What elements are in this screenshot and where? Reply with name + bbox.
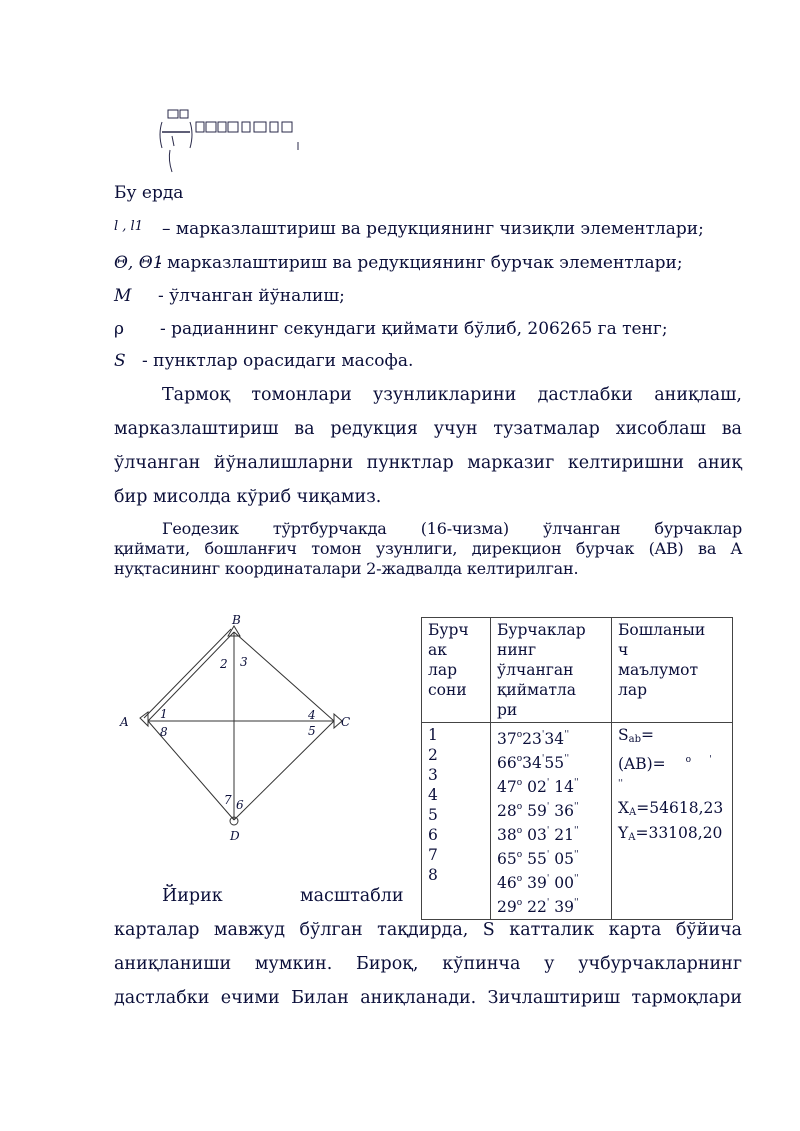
label-c: C bbox=[341, 715, 351, 729]
row-number: 2 bbox=[428, 746, 438, 764]
side-ab-double bbox=[144, 629, 231, 718]
definition-text-1: – марказлаштириш ва редукциянинг чизиқли элементлари; bbox=[162, 219, 704, 239]
initial-data-cell bbox=[612, 723, 733, 920]
label-b: B bbox=[232, 613, 241, 627]
sab-line: $S_{ab}=$ bbox=[618, 726, 654, 745]
header-initial-data: Бошланыи ч маълумот лар bbox=[612, 618, 733, 723]
definition-line-1 bbox=[114, 219, 704, 239]
row-number: 1 bbox=[428, 726, 438, 744]
angle-5: 5 bbox=[308, 724, 316, 738]
header-angle-count: Бурч ак лар сони bbox=[422, 618, 491, 723]
angle-values-cell bbox=[491, 723, 612, 920]
angle-2: 2 bbox=[220, 657, 228, 671]
angle-value: 47$^o$ 02' 14'' bbox=[497, 778, 579, 796]
label-d: D bbox=[230, 829, 240, 843]
angle-value: 28$^o$ 59' 36'' bbox=[497, 802, 579, 820]
row-number: 6 bbox=[428, 826, 438, 844]
angle-value: 65$^o$ 55' 05'' bbox=[497, 850, 579, 868]
definition-line-3 bbox=[114, 286, 345, 306]
paragraph2-line-2: қиймати, бошланғич томон узунлиги, дирекцион бурчак (AB) ва A bbox=[114, 539, 742, 558]
label-a: A bbox=[120, 715, 129, 729]
ab-seconds-line: '' bbox=[618, 779, 623, 789]
ya-line: $Y_A=33108,20$ bbox=[618, 824, 723, 843]
symbol-m: M bbox=[114, 286, 132, 306]
symbol-s: S bbox=[114, 351, 126, 371]
marker-a bbox=[140, 712, 148, 726]
paragraph3-line-4: дастлабки ечими Билан аниқланади. Зичлаштириш тармоқлари bbox=[114, 988, 742, 1008]
angle-value: 29$^o$ 22' 39'' bbox=[497, 898, 579, 916]
row-number: 5 bbox=[428, 806, 438, 824]
symbol-rho: ρ bbox=[114, 319, 124, 339]
formula-image bbox=[150, 100, 300, 180]
angle-4: 4 bbox=[308, 708, 316, 722]
definition-text-4: - радианнинг секундаги қиймати бўлиб, 206265 га тенг; bbox=[160, 319, 668, 339]
definition-line-4 bbox=[114, 319, 668, 339]
paragraph3-line-3: аниқланиши мумкин. Бироқ, кўпинча у учбурчакларнинг bbox=[114, 954, 742, 974]
angle-6: 6 bbox=[236, 798, 244, 812]
symbol-l: l , l1 bbox=[114, 219, 143, 234]
symbol-theta: Θ, Θ1 bbox=[114, 253, 164, 273]
definition-line-5 bbox=[114, 351, 413, 371]
angle-value: 38$^o$ 03' 21'' bbox=[497, 826, 579, 844]
quadrilateral-diagram bbox=[112, 608, 362, 848]
paragraph2-line-3: нуқтасининг координаталари 2-жадвалда келтирилган. bbox=[114, 559, 579, 578]
row-number: 3 bbox=[428, 766, 438, 784]
definition-text-2: - марказлаштириш ва редукциянинг бурчак элементлари; bbox=[156, 253, 683, 273]
table-body-row bbox=[422, 723, 733, 920]
angle-1: 1 bbox=[160, 707, 168, 721]
angle-value: 66$^o$34'55'' bbox=[497, 754, 570, 772]
angle-8: 8 bbox=[160, 725, 168, 739]
definition-line-2 bbox=[114, 253, 683, 273]
ab-line: (AB)= $^o$ ' bbox=[618, 755, 712, 773]
paragraph1-line-1: Тармоқ томонлари узунликларини дастлабки аниқлаш, bbox=[162, 385, 742, 405]
paragraph2-line-1: Геодезик тўртбурчакда (16-чизма) ўлчанган бурчаклар bbox=[162, 519, 742, 538]
row-number: 7 bbox=[428, 846, 438, 864]
table-header-row bbox=[422, 618, 733, 723]
xa-line: $X_A=54618,23$ bbox=[618, 799, 724, 818]
angle-3: 3 bbox=[240, 655, 248, 669]
angle-value: 46$^o$ 39' 00'' bbox=[497, 874, 579, 892]
angles-table bbox=[421, 617, 733, 920]
header-measured-values: Бурчаклар нинг ўлчанган қийматла ри bbox=[491, 618, 612, 723]
definition-text-5: - пунктлар орасидаги масофа. bbox=[142, 351, 414, 371]
angle-7: 7 bbox=[224, 793, 232, 807]
angle-numbers-cell bbox=[422, 723, 491, 920]
bu-erda-label: Бу ерда bbox=[114, 183, 184, 203]
paragraph1-line-3: ўлчанган йўналишларни пунктлар марказиг келтиришни аниқ bbox=[114, 453, 742, 473]
row-number: 8 bbox=[428, 866, 438, 884]
angle-value: 37$^o$23'34'' bbox=[497, 730, 570, 748]
row-number: 4 bbox=[428, 786, 438, 804]
paragraph3-line-2: карталар мавжуд бўлган тақдирда, S катталик карта бўйича bbox=[114, 920, 742, 940]
side-bc bbox=[234, 632, 334, 721]
side-cd bbox=[234, 721, 334, 820]
paragraph3-second-word: масштабли bbox=[300, 886, 404, 906]
paragraph3-first-word: Йирик bbox=[162, 886, 223, 906]
paragraph1-line-4: бир мисолда кўриб чиқамиз. bbox=[114, 487, 382, 507]
definition-text-3: - ўлчанган йўналиш; bbox=[158, 286, 345, 306]
paragraph1-line-2: марказлаштириш ва редукция учун тузатмалар хисоблаш ва bbox=[114, 419, 742, 439]
